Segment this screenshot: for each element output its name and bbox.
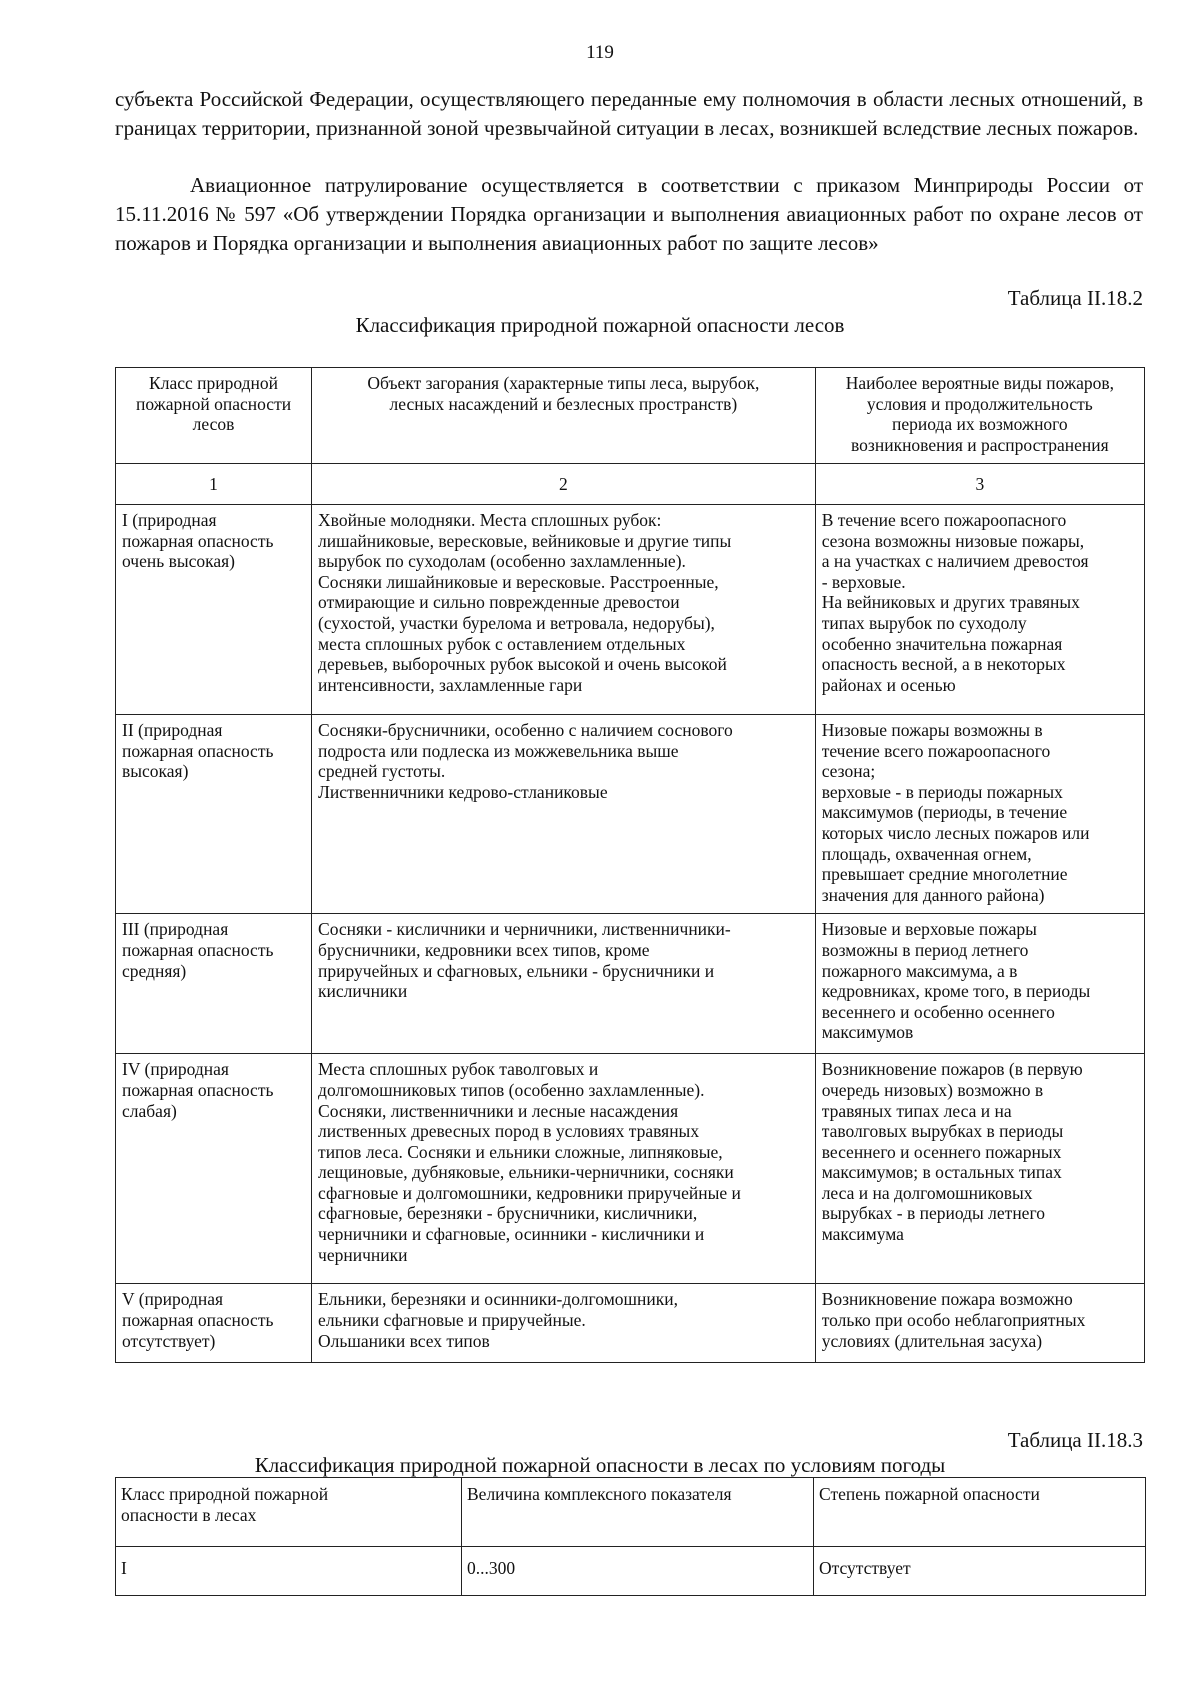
table-row [116, 914, 1145, 1054]
object-cell: Ельники, березняки и осинники-долгомошники, ельники сфагновые и приручейные. Ольшаники всех типов [312, 1284, 816, 1363]
header-cell-degree: Степень пожарной опасности [814, 1478, 1146, 1547]
column-number-row [116, 464, 1145, 505]
index-value-cell: 0...300 [462, 1547, 814, 1596]
header-cell-object: Объект загорания (характерные типы леса, вырубок, лесных насаждений и безлесных пространств) [312, 368, 816, 464]
fire-danger-classification-table [115, 367, 1145, 1363]
fires-cell: Возникновение пожара возможно только при особо неблагоприятных условиях (длительная засуха) [815, 1284, 1144, 1363]
header-cell-class: Класс природной пожарной опасности лесов [116, 368, 312, 464]
paragraph-2: Авиационное патрулирование осуществляется в соответствии с приказом Минприроды России от 15.11.2016 № 597 «Об утверждении Порядка организации и выполнения авиационных работ по охране лесов от пожаров и Порядка организации и выполнения авиационных работ по защите лесов» [115, 173, 1143, 255]
object-cell: Сосняки - кисличники и черничники, лиственничники- брусничники, кедровники всех типов, кроме приручейных и сфагновых, ельники - брусничники и кисличники [312, 914, 816, 1054]
header-cell-class: Класс природной пожарной опасности в лесах [116, 1478, 462, 1547]
table-2-label: Таблица II.18.2 [1007, 286, 1143, 310]
fires-cell: Низовые и верховые пожары возможны в период летнего пожарного максимума, а в кедровниках, кроме того, в периоды весеннего и особенно осеннего максимумов [815, 914, 1144, 1054]
table-3-title: Классификация природной пожарной опасности в лесах по условиям погоды [254, 1453, 946, 1477]
class-cell: II (природная пожарная опасность высокая) [116, 714, 312, 913]
class-cell: III (природная пожарная опасность средняя) [116, 914, 312, 1054]
table-row [116, 504, 1145, 714]
header-cell-fires: Наиболее вероятные виды пожаров, условия и продолжительность периода их возможного возникновения и распространения [815, 368, 1144, 464]
object-cell: Места сплошных рубок таволговых и долгомошниковых типов (особенно захламленные). Сосняки, лиственничники и лесные насаждения лиственных древесных пород в условиях травяных типов леса. Сосняки и ельники сложные, липняковые, лещиновые, дубняковые, ельники-черничники, сосняки сфагновые и долгомошники, кедровники приручейные и сфагновые, березняки - брусничники, кисличники, черничники и сфагновые, осинники - кисличники и черничники [312, 1054, 816, 1284]
table-header-row [116, 368, 1145, 464]
class-cell: V (природная пожарная опасность отсутствует) [116, 1284, 312, 1363]
fires-cell: В течение всего пожароопасного сезона возможны низовые пожары, а на участках с наличием древостоя - верховые. На вейниковых и других травяных типах вырубок по суходолу особенно значительна пожарная опасность весной, а в некоторых районах и осенью [815, 504, 1144, 714]
table-row [116, 1054, 1145, 1284]
table-3-label: Таблица II.18.3 [1007, 1428, 1143, 1452]
table-row [116, 714, 1145, 913]
table-row [116, 1284, 1145, 1363]
fires-cell: Низовые пожары возможны в течение всего пожароопасного сезона; верховые - в периоды пожарных максимумов (периоды, в течение которых число лесных пожаров или площадь, охваченная огнем, превышает средние многолетние значения для данного района) [815, 714, 1144, 913]
class-cell: I [116, 1547, 462, 1596]
object-cell: Хвойные молодняки. Места сплошных рубок: лишайниковые, вересковые, вейниковые и другие типы вырубок по суходолам (особенно захламленные). Сосняки лишайниковые и вересковые. Расстроенные, отмирающие и сильно поврежденные древостои (сухостой, участки бурелома и ветровала, недорубы), места сплошных рубок с оставлением отдельных деревьев, выборочных рубок высокой и очень высокой интенсивности, захламленные гари [312, 504, 816, 714]
header-cell-index: Величина комплексного показателя [462, 1478, 814, 1547]
table-header-row [116, 1478, 1146, 1547]
page-number: 119 [586, 42, 614, 63]
class-cell: I (природная пожарная опасность очень высокая) [116, 504, 312, 714]
degree-cell: Отсутствует [814, 1547, 1146, 1596]
fires-cell: Возникновение пожаров (в первую очередь низовых) возможно в травяных типах леса и на таволговых вырубках в периоды весеннего и осеннего пожарных максимумов; в остальных типах леса и на долгомошниковых вырубках - в периоды летнего максимума [815, 1054, 1144, 1284]
class-cell: IV (природная пожарная опасность слабая) [116, 1054, 312, 1284]
column-number: 1 [116, 464, 312, 505]
table-2-title: Классификация природной пожарной опасности лесов [355, 313, 845, 337]
object-cell: Сосняки-брусничники, особенно с наличием соснового подроста или подлеска из можжевельника выше средней густоты. Лиственничники кедрово-стланиковые [312, 714, 816, 913]
column-number: 3 [815, 464, 1144, 505]
paragraph-1: субъекта Российской Федерации, осуществляющего переданные ему полномочия в области лесных отношений, в границах территории, признанной зоной чрезвычайной ситуации в лесах, возникшей вследствие лесных пожаров. [115, 87, 1143, 140]
column-number: 2 [312, 464, 816, 505]
table-row [116, 1547, 1146, 1596]
weather-fire-danger-table [115, 1477, 1146, 1596]
